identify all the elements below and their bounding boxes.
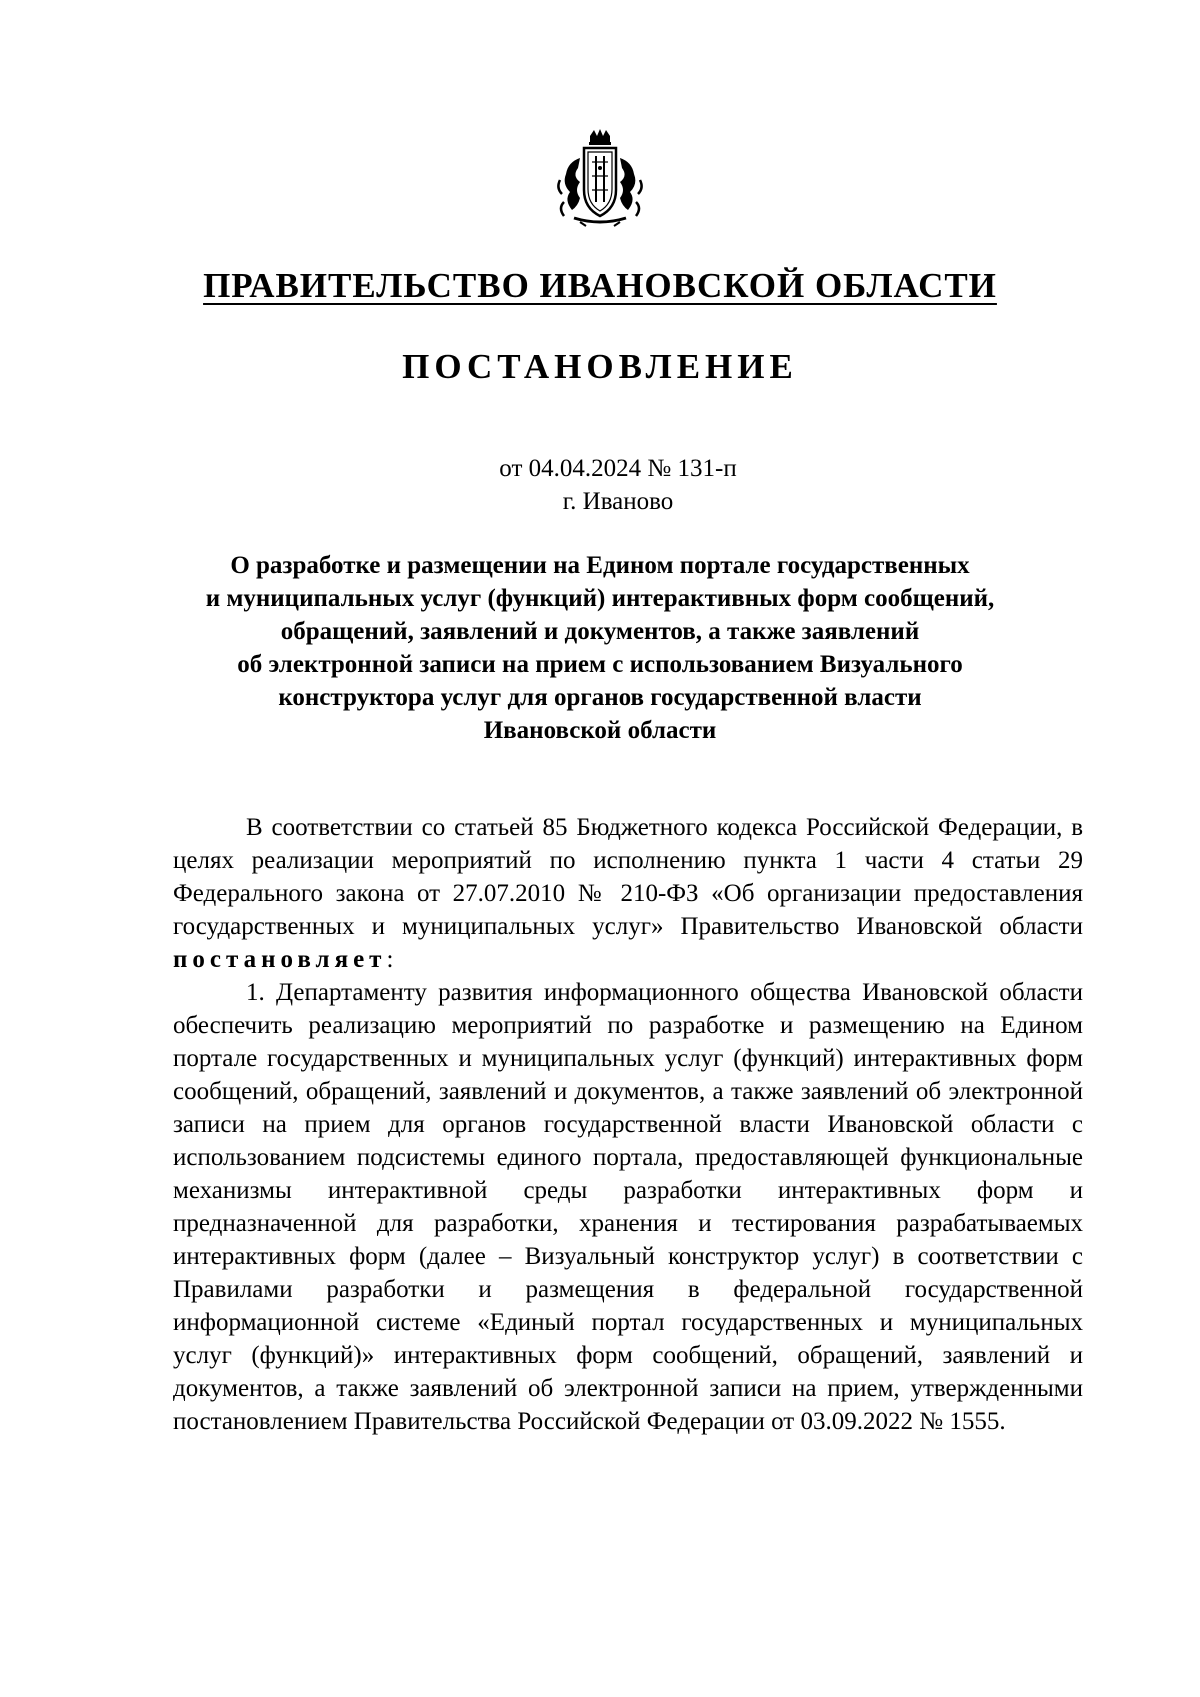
preamble-text: В соответствии со статьей 85 Бюджетного кодекса Российской Федерации, в целях реализации мероприятий по исполнению пункта 1 части 4 статьи 29 Федерального закона от 27.07.2010 № 210-ФЗ «Об организации предоставления государственных и муниципальных услуг» Правительство Ивановской области [173, 814, 1083, 940]
date-number: от 04.04.2024 № 131-п [499, 455, 737, 482]
government-title [0, 266, 1200, 306]
subject-line: и муниципальных услуг (функций) интерактивных форм сообщений, [205, 585, 995, 612]
government-title-text: ПРАВИТЕЛЬСТВО ИВАНОВСКОЙ ОБЛАСТИ [203, 266, 997, 305]
paragraph-preamble [173, 811, 1083, 976]
document-subject [150, 549, 1050, 747]
document-body [173, 811, 1083, 1438]
document-meta [0, 452, 1200, 518]
paragraph-item-1: 1. Департаменту развития информационного общества Ивановской области обеспечить реализацию мероприятий по разработке и размещению на Едином портале государственных и муниципальных услуг (функций) интерактивных форм сообщений, обращений, заявлений и документов, а также заявлений об электронной записи на прием для органов государственной власти Ивановской области с использованием подсистемы единого портала, предоставляющей функциональные механизмы интерактивной среды разработки интерактивных форм и предназначенной для разработки, хранения и тестирования разрабатываемых интерактивных форм (далее – Визуальный конструктор услуг) в соответствии с Правилами разработки и размещения в федеральной государственной информационной системе «Единый портал государственных и муниципальных услуг (функций)» интерактивных форм сообщений, обращений, заявлений и документов, а также заявлений об электронной записи на прием, утвержденными постановлением Правительства Российской Федерации от 03.09.2022 № 1555. [173, 979, 1083, 1435]
subject-line: Ивановской области [483, 717, 717, 744]
coat-of-arms-icon [550, 128, 650, 228]
city: г. Иваново [562, 488, 674, 515]
subject-line: обращений, заявлений и документов, а также заявлений [280, 618, 920, 645]
subject-line: конструктора услуг для органов государственной власти [278, 684, 922, 711]
subject-line: об электронной записи на прием с использованием Визуального [237, 651, 963, 678]
resolution-keyword: постановляет [173, 946, 387, 973]
ivanovo-coat-of-arms-icon [550, 128, 650, 228]
document-type: ПОСТАНОВЛЕНИЕ [402, 347, 798, 386]
preamble-end: : [386, 946, 394, 973]
subject-line: О разработке и размещении на Едином портале государственных [230, 552, 970, 579]
